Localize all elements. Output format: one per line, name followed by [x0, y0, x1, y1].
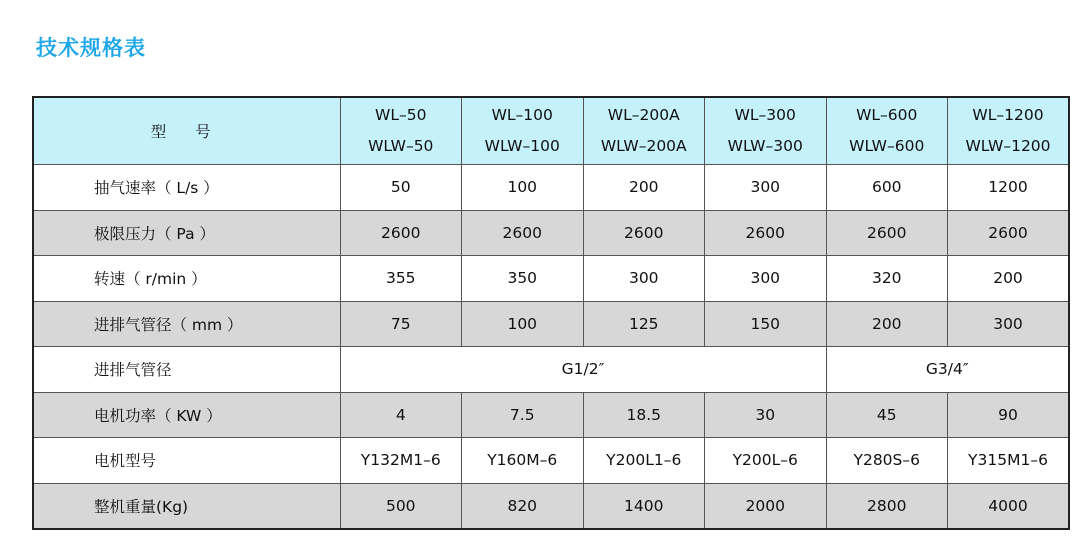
table-cell: 300 — [583, 256, 705, 302]
model-name-wl: WL–1200 — [972, 106, 1044, 124]
table-cell: 100 — [462, 165, 584, 211]
table-row-pumping-speed — [33, 165, 1069, 211]
row-label: 电机功率（ KW ） — [33, 392, 340, 438]
table-cell: 300 — [705, 256, 827, 302]
table-cell: 4 — [340, 392, 462, 438]
table-cell: 200 — [583, 165, 705, 211]
header-label-cell: 型 号 — [33, 97, 340, 165]
table-cell: 1400 — [583, 483, 705, 529]
row-label: 转速（ r/min ） — [33, 256, 340, 302]
table-cell: 320 — [826, 256, 948, 302]
table-cell: 18.5 — [583, 392, 705, 438]
model-name-wl: WL–100 — [491, 106, 553, 124]
model-name-wlw: WLW–300 — [727, 137, 803, 155]
table-cell: 1200 — [948, 165, 1070, 211]
table-cell: 355 — [340, 256, 462, 302]
row-label: 抽气速率（ L/s ） — [33, 165, 340, 211]
table-cell: 7.5 — [462, 392, 584, 438]
model-header-cell — [705, 97, 827, 165]
model-header-cell — [462, 97, 584, 165]
table-cell: 45 — [826, 392, 948, 438]
table-row-rotation-speed — [33, 256, 1069, 302]
table-cell: 30 — [705, 392, 827, 438]
table-cell: 2600 — [462, 210, 584, 256]
table-cell: 4000 — [948, 483, 1070, 529]
model-header-cell — [340, 97, 462, 165]
model-name-wl: WL–600 — [856, 106, 918, 124]
model-name-wl: WL–300 — [734, 106, 796, 124]
table-cell: 500 — [340, 483, 462, 529]
row-label: 电机型号 — [33, 438, 340, 484]
table-cell: 2600 — [583, 210, 705, 256]
table-row-pipe-diameter-mm — [33, 301, 1069, 347]
table-cell: 2600 — [340, 210, 462, 256]
table-cell: 600 — [826, 165, 948, 211]
table-row-ultimate-pressure — [33, 210, 1069, 256]
spec-table — [32, 96, 1070, 530]
table-cell: 2000 — [705, 483, 827, 529]
table-cell: 300 — [948, 301, 1070, 347]
page-title: 技术规格表 — [36, 36, 146, 60]
table-cell: Y200L1–6 — [583, 438, 705, 484]
row-label: 极限压力（ Pa ） — [33, 210, 340, 256]
table-cell: Y315M1–6 — [948, 438, 1070, 484]
model-name-wlw: WLW–600 — [849, 137, 925, 155]
merged-cell: G1/2″ — [340, 347, 826, 393]
table-cell: Y132M1–6 — [340, 438, 462, 484]
table-cell: Y280S–6 — [826, 438, 948, 484]
table-row-motor-power — [33, 392, 1069, 438]
model-name-wl: WL–200A — [607, 106, 680, 124]
table-cell: 2600 — [948, 210, 1070, 256]
table-row-total-weight — [33, 483, 1069, 529]
table-cell: 200 — [948, 256, 1070, 302]
model-name-wl: WL–50 — [375, 106, 427, 124]
row-label: 进排气管径（ mm ） — [33, 301, 340, 347]
model-header-cell — [948, 97, 1070, 165]
merged-cell: G3/4″ — [826, 347, 1069, 393]
table-cell: 200 — [826, 301, 948, 347]
table-cell: 2600 — [826, 210, 948, 256]
table-cell: 300 — [705, 165, 827, 211]
table-cell: 350 — [462, 256, 584, 302]
table-row-pipe-thread — [33, 347, 1069, 393]
table-cell: 125 — [583, 301, 705, 347]
table-cell: 820 — [462, 483, 584, 529]
table-cell: Y160M–6 — [462, 438, 584, 484]
table-cell: 2600 — [705, 210, 827, 256]
model-name-wlw: WLW–200A — [600, 137, 687, 155]
table-cell: 75 — [340, 301, 462, 347]
table-row-motor-model — [33, 438, 1069, 484]
table-cell: 2800 — [826, 483, 948, 529]
table-cell: 150 — [705, 301, 827, 347]
model-name-wlw: WLW–1200 — [965, 137, 1051, 155]
row-label: 进排气管径 — [33, 347, 340, 393]
model-header-cell — [583, 97, 705, 165]
table-cell: 100 — [462, 301, 584, 347]
row-label: 整机重量(Kg) — [33, 483, 340, 529]
table-cell: 90 — [948, 392, 1070, 438]
table-cell: 50 — [340, 165, 462, 211]
model-name-wlw: WLW–50 — [368, 137, 434, 155]
table-cell: Y200L–6 — [705, 438, 827, 484]
table-header-row — [33, 97, 1069, 165]
model-name-wlw: WLW–100 — [484, 137, 560, 155]
model-header-cell — [826, 97, 948, 165]
